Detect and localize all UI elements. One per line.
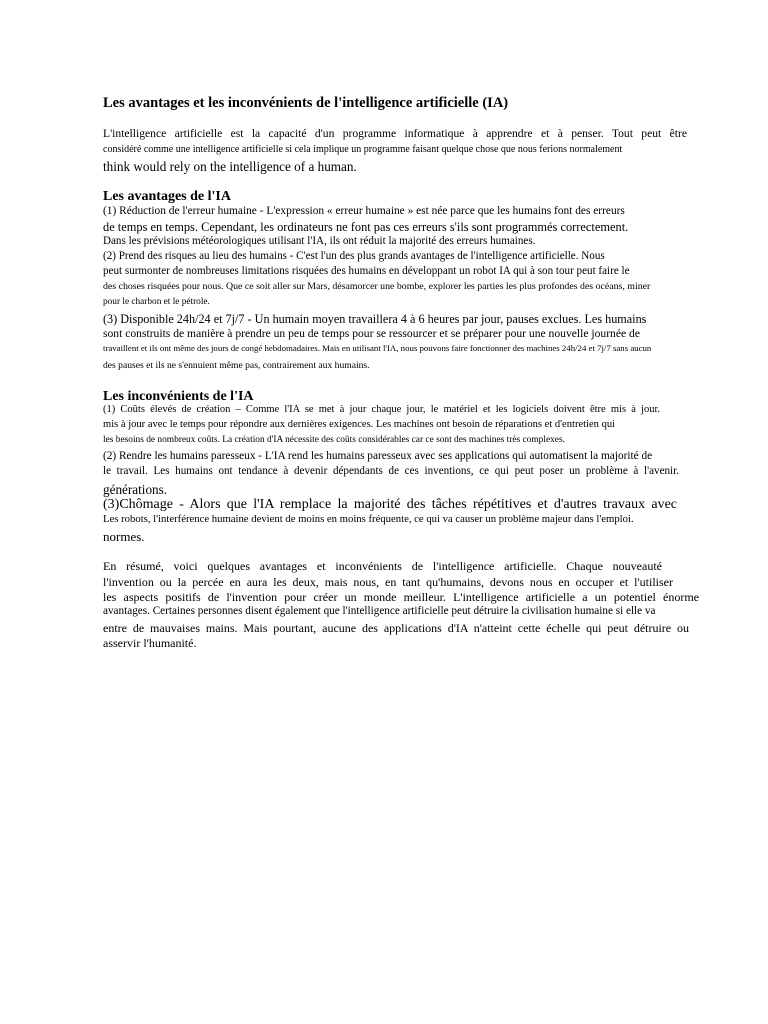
disadvantages-line: générations.	[103, 482, 168, 497]
disadvantages-line: (2) Rendre les humains paresseux - L'IA rend les humains paresseux avec ses applications qui automatisent la majorité de	[103, 450, 653, 462]
advantages-line: peut surmonter de nombreuses limitations risquées des humains en développant un robot IA qui à son tour peut faire le	[103, 265, 630, 277]
advantages-line: (1) Réduction de l'erreur humaine - L'expression « erreur humaine » est née parce que les humains font des erreurs	[103, 205, 625, 217]
advantages-line: pour le charbon et le pétrole.	[103, 297, 210, 307]
conclusion-line: les aspects positifs de l'invention pour créer un monde meilleur. L'intelligence artificielle a un potentiel énorme	[103, 591, 699, 604]
disadvantages-heading: Les inconvénients de l'IA	[103, 389, 254, 404]
disadvantages-line: normes.	[103, 529, 145, 544]
advantages-line: (3) Disponible 24h/24 et 7j/7 - Un humain moyen travaillera 4 à 6 heures par jour, pauses exclues. Les humains	[103, 312, 647, 326]
advantages-line: Dans les prévisions météorologiques utilisant l'IA, ils ont réduit la majorité des erreurs humaines.	[103, 235, 536, 247]
conclusion-line: entre de mauvaises mains. Mais pourtant, aucune des applications d'IA n'atteint cette échelle qui peut détruire ou	[103, 622, 689, 635]
advantages-line: sont construits de manière à prendre un peu de temps pour se ressourcer et se préparer pour une nouvelle journée de	[103, 327, 640, 340]
conclusion-line: asservir l'humanité.	[103, 636, 197, 650]
disadvantages-line: (3)Chômage - Alors que l'IA remplace la majorité des tâches répétitives et d'autres travaux avec	[103, 498, 677, 512]
intro-line-3: think would rely on the intelligence of a human.	[103, 159, 357, 174]
disadvantages-line: les besoins de nombreux coûts. La création d'IA nécessite des coûts considérables car ce sont des machines très complexes.	[103, 435, 565, 445]
disadvantages-line: le travail. Les humains ont tendance à devenir dépendants de ces inventions, ce qui peut poser un problème à l'avenir.	[103, 466, 679, 477]
conclusion-line: avantages. Certaines personnes disent également que l'intelligence artificielle peut détruire la civilisation humaine si elle va	[103, 605, 656, 617]
advantages-line: des pauses et ils ne s'ennuient même pas, contrairement aux humains.	[103, 360, 370, 371]
intro-line-2: considéré comme une intelligence artificielle si cela implique un programme faisant quelque chose que nous ferions normalement	[103, 144, 623, 155]
document-title: Les avantages et les inconvénients de l'intelligence artificielle (IA)	[103, 95, 509, 111]
conclusion-line: En résumé, voici quelques avantages et inconvénients de l'intelligence artificielle. Chaque nouveauté	[103, 560, 662, 573]
advantages-line: (2) Prend des risques au lieu des humains - C'est l'un des plus grands avantages de l'intelligence artificielle. Nous	[103, 250, 605, 262]
disadvantages-line: mis à jour avec le temps pour répondre aux dernières exigences. Les machines ont besoin de réparations et d'entretien qui	[103, 419, 616, 430]
advantages-line: des choses risquées pour nous. Que ce soit aller sur Mars, désamorcer une bombe, explorer les parties les plus profondes des océans, miner	[103, 281, 651, 292]
advantages-line: travaillent et ils ont même des jours de congé hebdomadaires. Mais en utilisant l'IA, nous pouvons faire fonctionner des machines 24h/24 et 7j/7 sans aucun	[103, 343, 652, 353]
disadvantages-line: (1) Coûts élevés de création – Comme l'IA se met à jour chaque jour, le matériel et les logiciels doivent être mis à jour.	[103, 405, 660, 415]
disadvantages-line: Les robots, l'interférence humaine devient de moins en moins fréquente, ce qui va causer un problème majeur dans l'emploi.	[103, 513, 634, 525]
intro-line-1: L'intelligence artificielle est la capacité d'un programme informatique à apprendre et à penser. Tout peut être	[103, 128, 687, 140]
conclusion-line: l'invention ou la percée en aura les deux, mais nous, en tant qu'humains, devons nous en occuper et l'utiliser	[103, 576, 673, 589]
advantages-heading: Les avantages de l'IA	[103, 189, 231, 204]
advantages-line: de temps en temps. Cependant, les ordinateurs ne font pas ces erreurs s'ils sont programmés correctement.	[103, 220, 629, 234]
